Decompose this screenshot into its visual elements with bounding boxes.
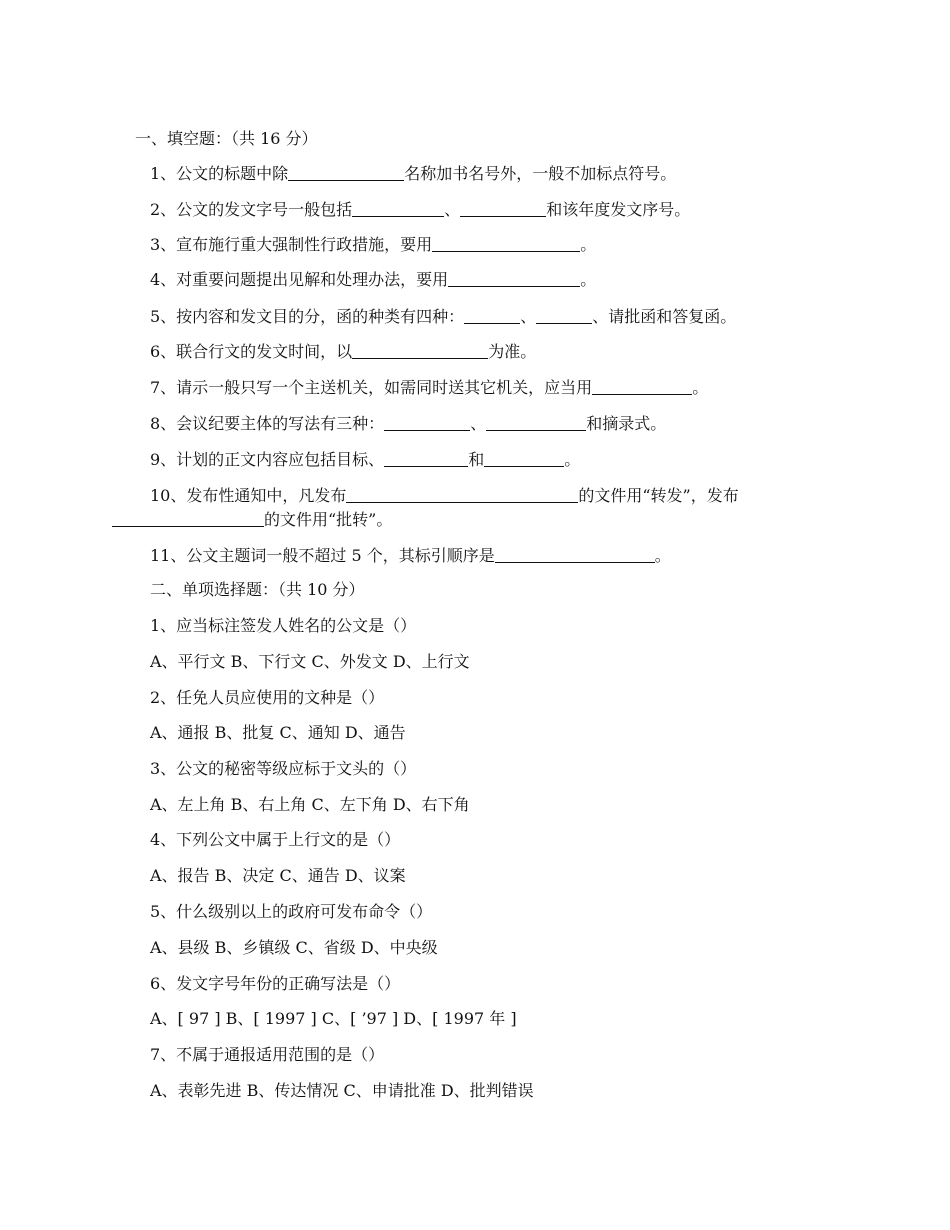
answer-blank[interactable] bbox=[352, 200, 444, 217]
answer-blank[interactable] bbox=[112, 510, 264, 527]
choice-options-7: A、表彰先进 B、传达情况 C、申请批准 D、批判错误 bbox=[150, 1081, 534, 1100]
answer-blank[interactable] bbox=[495, 546, 655, 563]
fill-item-3: 3、宣布施行重大强制性行政措施，要用 。 bbox=[150, 235, 597, 254]
choice-question-1: 1、应当标注签发人姓名的公文是（） bbox=[150, 616, 417, 635]
choice-options-1: A、平行文 B、下行文 C、外发文 D、上行文 bbox=[150, 652, 470, 671]
choice-question-7: 7、不属于通报适用范围的是（） bbox=[150, 1045, 385, 1064]
choice-options-4: A、报告 B、决定 C、通告 D、议案 bbox=[150, 866, 406, 885]
fill-item-10: 10、发布性通知中，凡发布 的文件用“转发”，发布 bbox=[150, 486, 739, 505]
fill-item-5: 5、按内容和发文目的分，函的种类有四种： 、 、请批函和答复函。 bbox=[150, 307, 737, 326]
answer-blank[interactable] bbox=[432, 235, 580, 252]
choice-options-3: A、左上角 B、右上角 C、左下角 D、右下角 bbox=[150, 795, 470, 814]
fill-item-9: 9、计划的正文内容应包括目标、 和 。 bbox=[150, 450, 581, 469]
answer-blank[interactable] bbox=[484, 450, 564, 467]
choice-question-5: 5、什么级别以上的政府可发布命令（） bbox=[150, 902, 433, 921]
answer-blank[interactable] bbox=[486, 414, 586, 431]
answer-blank[interactable] bbox=[384, 450, 468, 467]
fill-item-1: 1、公文的标题中除 名称加书名号外，一般不加标点符号。 bbox=[150, 164, 677, 183]
answer-blank[interactable] bbox=[592, 378, 692, 395]
answer-blank[interactable] bbox=[448, 270, 580, 287]
fill-item-8: 8、会议纪要主体的写法有三种： 、 和摘录式。 bbox=[150, 414, 667, 433]
fill-item-11: 11、公文主题词一般不超过 5 个，其标引顺序是 。 bbox=[150, 546, 671, 565]
answer-blank[interactable] bbox=[536, 307, 592, 324]
choice-question-6: 6、发文字号年份的正确写法是（） bbox=[150, 974, 401, 993]
fill-item-10-continued: 的文件用“批转”。 bbox=[112, 508, 392, 532]
answer-blank[interactable] bbox=[346, 486, 578, 503]
answer-blank[interactable] bbox=[460, 200, 546, 217]
choice-options-6: A、[ 97 ] B、[ 1997 ] C、[ ’97 ] D、[ 1997 年 ] bbox=[150, 1009, 517, 1028]
fill-item-7: 7、请示一般只写一个主送机关，如需同时送其它机关，应当用 。 bbox=[150, 378, 709, 397]
fill-item-4: 4、对重要问题提出见解和处理办法，要用 。 bbox=[150, 270, 597, 289]
choice-options-5: A、县级 B、乡镇级 C、省级 D、中央级 bbox=[150, 938, 438, 957]
answer-blank[interactable] bbox=[352, 342, 488, 359]
choice-question-2: 2、任免人员应使用的文种是（） bbox=[150, 688, 385, 707]
answer-blank[interactable] bbox=[288, 164, 404, 181]
fill-item-2: 2、公文的发文字号一般包括 、 和该年度发文序号。 bbox=[150, 200, 691, 219]
answer-blank[interactable] bbox=[464, 307, 520, 324]
choice-question-4: 4、下列公文中属于上行文的是（） bbox=[150, 830, 401, 849]
fill-item-6: 6、联合行文的发文时间，以 为准。 bbox=[150, 342, 537, 361]
section2-heading: 二、单项选择题：（共 10 分） bbox=[150, 580, 365, 599]
choice-question-3: 3、公文的秘密等级应标于文头的（） bbox=[150, 759, 417, 778]
answer-blank[interactable] bbox=[384, 414, 470, 431]
choice-options-2: A、通报 B、批复 C、通知 D、通告 bbox=[150, 723, 406, 742]
section1-heading: 一、填空题：（共 16 分） bbox=[135, 129, 318, 148]
